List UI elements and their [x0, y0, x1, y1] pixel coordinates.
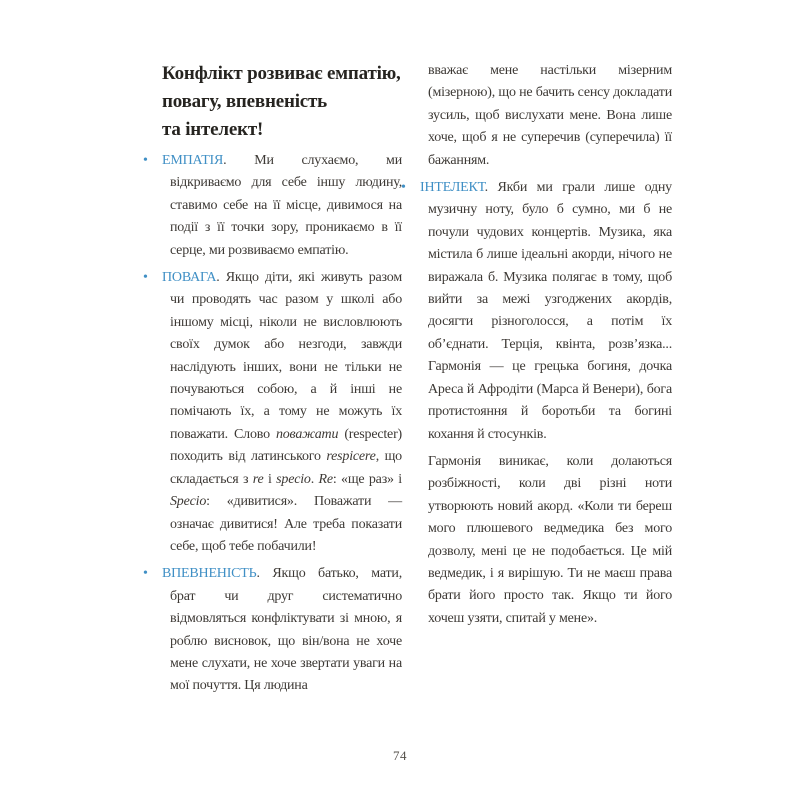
harmony-paragraph: Гармонія виникає, коли долаються розбіжності, коли дві різні ноти утворюють новий акорд. «Коли ти береш мого плюшевого ведмедика без мого дозволу, мені це не подобається. Це мій ведмедик, і я вирішую. Ти не маєш права брати його просто так. Якщо ти його хочеш узяти, спитай у мене».	[428, 453, 672, 626]
item-text: . Якщо діти, які живуть разом чи проводять час разом у школі або іншому місці, ніколи не висловлюють своїх думок або незгоди, завжди наслідують інших, вони не тільки не почуваються собою, а й інші не помічають їх, а тому не можуть їх поважати. Слово поважати (respecter) походить від латинського respicere, що складається з re і specio. Re: «ще раз» і Specio: «дивитися». Поважати — означає дивитися! Але треба показати себе, щоб тебе побачили!	[170, 270, 402, 554]
right-column	[401, 60, 672, 703]
list-item-respect: • ПОВАГА. Якщо діти, які живуть разом чи проводять час разом у школі або іншому місці, ніколи не висловлюють своїх думок або незгоди, завжди наслідують інших, вони не тільки не почуваються собою, а й інші не помічають їх, а тому не можуть їх поважати. Слово поважати (respecter) походить від латинського respicere, що складається з re і specio. Re: «ще раз» і Specio: «дивитися». Поважати — означає дивитися! Але треба показати себе, щоб тебе побачили!	[143, 270, 402, 554]
list-item-empathy: • ЕМПАТІЯ. Ми слухаємо, ми відкриваємо для себе іншу людину, ставимо себе на її місце, дивимося на події з її точки зору, проникаємо в її серце, ми розвиваємо емпатію.	[143, 153, 402, 258]
list-item-intellect: • ІНТЕЛЕКТ. Якби ми грали лише одну музичну ноту, було б сумно, ми б не почули чудових концертів. Музика, яка містила б лише ідеальні акорди, нічого не виражала б. Музика полягає в тому, щоб вийти за межі узгоджених акордів, досягти різноголосся, а потім їх об’єднати. Терція, квінта, розв’язка... Гармонія — це грецька богиня, дочка Ареса й Афродіти (Марса й Венери), бога протистояння й боротьби та богині кохання й стосунків.	[401, 180, 672, 442]
keyword-confidence: ВПЕВНЕНІСТЬ	[162, 566, 257, 582]
continuation-paragraph: вважає мене настільки мізерним (мізерною), що не бачить сенсу докладати зусиль, щоб вислухати мене. Вона лише хоче, щоб я не суперечив (суперечила) її бажанням.	[428, 63, 672, 168]
keyword-empathy: ЕМПАТІЯ	[162, 153, 224, 168]
item-text: . Якщо батько, мати, брат чи друг систематично відмовляться конфліктувати зі мною, я роблю висновок, що він/вона не хоче мене слухати, не хоче звертати уваги на мої почуття. Ця людина	[170, 566, 402, 694]
page-title	[162, 60, 402, 144]
page-content	[143, 60, 672, 703]
item-text: . Якби ми грали лише одну музичну ноту, було б сумно, ми б не почули чудових концертів. Музика, яка містила б лише ідеальні акорди, нічого не виражала б. Музика полягає в тому, щоб вийти за межі узгоджених акордів, досягти різноголосся, а потім їх об’єднати. Терція, квінта, розв’язка... Гармонія — це грецька богиня, дочка Ареса й Афродіти (Марса й Венери), бога протистояння й боротьби та богині кохання й стосунків.	[428, 180, 672, 442]
list-item-confidence: • ВПЕВНЕНІСТЬ. Якщо батько, мати, брат чи друг систематично відмовляться конфліктувати зі мною, я роблю висновок, що він/вона не хоче мене слухати, не хоче звертати уваги на мої почуття. Ця людина	[143, 566, 402, 694]
title-line-1: Конфлікт розвиває емпатію,	[162, 63, 401, 84]
keyword-intellect: ІНТЕЛЕКТ	[420, 180, 485, 196]
keyword-respect: ПОВАГА	[162, 270, 217, 286]
left-column	[143, 60, 402, 703]
item-text: . Ми слухаємо, ми відкриваємо для себе іншу людину, ставимо себе на її місце, дивимося на події з її точки зору, проникаємо в її серце, ми розвиваємо емпатію.	[170, 153, 402, 258]
page-number: 74	[393, 748, 407, 763]
title-line-2: повагу, впевненість	[162, 91, 327, 112]
title-line-3: та інтелект!	[162, 119, 264, 140]
